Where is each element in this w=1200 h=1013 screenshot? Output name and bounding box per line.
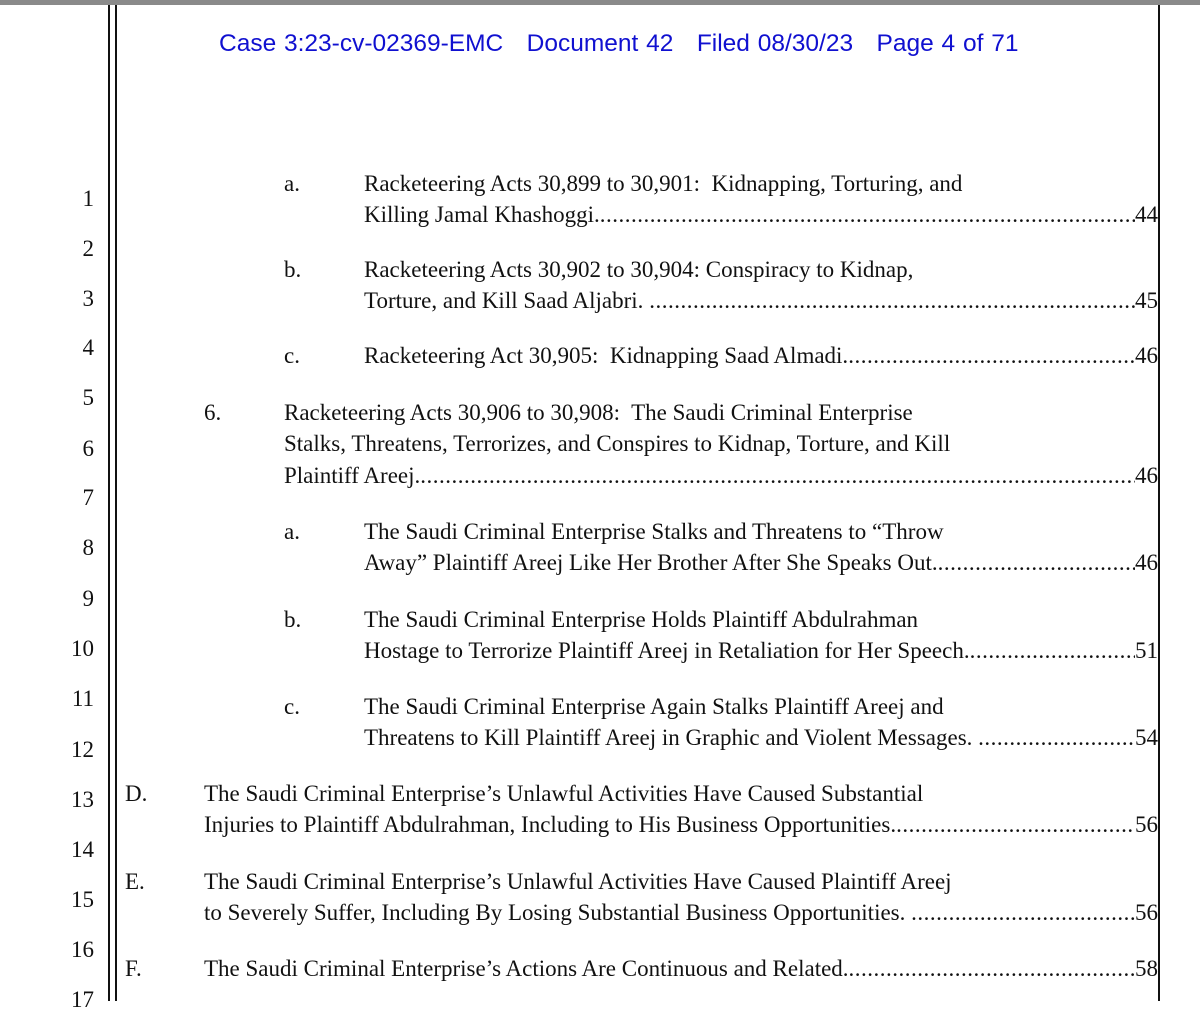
toc-entry-title-line: The Saudi Criminal Enterprise’s Unlawful Activities Have Caused Substantial [204, 781, 924, 806]
toc-page-number[interactable]: 56 [1135, 812, 1158, 837]
dot-leader [649, 285, 1135, 316]
toc-entry-label: c. [284, 343, 300, 368]
toc-entry-title-line: The Saudi Criminal Enterprise Again Stalks Plaintiff Areej and [364, 694, 944, 719]
toc-page-number[interactable]: 58 [1135, 956, 1158, 981]
line-number: 6 [82, 436, 94, 461]
toc-entry-title-line: Torture, and Kill Saad Aljabri. [364, 288, 650, 313]
line-number: 1 [82, 186, 94, 211]
toc-page-number[interactable]: 44 [1135, 202, 1158, 227]
dot-leader [938, 547, 1135, 578]
case-number: Case 3:23-cv-02369-EMC [219, 30, 504, 57]
dot-leader [896, 809, 1135, 840]
line-number: 8 [82, 535, 94, 560]
toc-entry-label: D. [125, 781, 148, 806]
dot-leader [848, 340, 1135, 371]
toc-entry-title-line: The Saudi Criminal Enterprise’s Unlawful Activities Have Caused Plaintiff Areej [204, 869, 952, 894]
document-number: Document 42 [526, 30, 674, 57]
line-number: 14 [71, 837, 94, 862]
toc-page-number[interactable]: 51 [1135, 638, 1158, 663]
line-number: 16 [71, 937, 94, 962]
right-margin-rule [1158, 5, 1160, 1001]
page-indicator: Page 4 of 71 [876, 30, 1019, 57]
toc-entry-label: F. [125, 956, 142, 981]
line-number: 15 [71, 887, 94, 912]
line-number: 11 [71, 686, 94, 711]
dot-leader [600, 199, 1135, 230]
line-number: 2 [82, 236, 94, 261]
toc-page-number[interactable]: 56 [1135, 900, 1158, 925]
toc-entry-title-line: Away” Plaintiff Areej Like Her Brother After She Speaks Out. [364, 550, 938, 575]
case-header [0, 30, 1200, 58]
left-margin-rule-inner [115, 5, 117, 1001]
line-number: 9 [82, 586, 94, 611]
line-number: 17 [71, 987, 94, 1012]
toc-entry-label: 6. [204, 400, 222, 425]
toc-page-number[interactable]: 45 [1135, 288, 1158, 313]
toc-entry-label: a. [284, 171, 300, 196]
toc-entry-title-line: Hostage to Terrorize Plaintiff Areej in Retaliation for Her Speech. [364, 638, 970, 663]
toc-entry-label: a. [284, 519, 300, 544]
viewer-top-bar [0, 0, 1200, 5]
toc-entry-label: c. [284, 694, 300, 719]
dot-leader [849, 953, 1135, 984]
toc-entry-title-line: Racketeering Act 30,905: Kidnapping Saad Almadi. [364, 343, 849, 368]
toc-page-number[interactable]: 46 [1135, 550, 1158, 575]
toc-entry-title-line: Racketeering Acts 30,902 to 30,904: Conspiracy to Kidnap, [364, 257, 914, 282]
line-number: 3 [82, 286, 94, 311]
toc-entry-label: b. [284, 257, 302, 282]
line-number: 12 [71, 737, 94, 762]
toc-entry-title-line: The Saudi Criminal Enterprise’s Actions Are Continuous and Related. [204, 956, 849, 981]
filed-date: Filed 08/30/23 [696, 30, 854, 57]
dot-leader [970, 635, 1135, 666]
toc-entry-title-line: The Saudi Criminal Enterprise Holds Plaintiff Abdulrahman [364, 607, 919, 632]
line-number: 5 [82, 385, 94, 410]
line-number: 7 [82, 485, 94, 510]
toc-entry-title-line: Racketeering Acts 30,906 to 30,908: The Saudi Criminal Enterprise [284, 400, 913, 425]
toc-entry-title-line: The Saudi Criminal Enterprise Stalks and Threatens to “Throw [364, 519, 944, 544]
toc-entry-title-line: Injuries to Plaintiff Abdulrahman, Including to His Business Opportunities. [204, 812, 897, 837]
toc-entry-label: E. [125, 869, 145, 894]
toc-entry-title-line: Plaintiff Areej. [284, 463, 421, 488]
line-number: 13 [71, 787, 94, 812]
toc-entry-title-line: Killing Jamal Khashoggi. [364, 202, 600, 227]
dot-leader [420, 460, 1135, 491]
toc-entry-title-line: Threatens to Kill Plaintiff Areej in Graphic and Violent Messages. [364, 725, 979, 750]
dot-leader [978, 722, 1135, 753]
line-number: 4 [82, 335, 94, 360]
left-margin-rule-outer [108, 5, 110, 1001]
toc-entry-label: b. [284, 607, 302, 632]
toc-entry-title-line: to Severely Suffer, Including By Losing Substantial Business Opportunities. [204, 900, 912, 925]
toc-page-number[interactable]: 46 [1135, 463, 1158, 488]
toc-page-number[interactable]: 46 [1135, 343, 1158, 368]
line-number: 10 [71, 636, 94, 661]
toc-entry-title-line: Stalks, Threatens, Terrorizes, and Conspires to Kidnap, Torture, and Kill [284, 431, 951, 456]
toc-entry-title-line: Racketeering Acts 30,899 to 30,901: Kidnapping, Torturing, and [364, 171, 963, 196]
toc-page-number[interactable]: 54 [1135, 725, 1158, 750]
dot-leader [911, 897, 1135, 928]
